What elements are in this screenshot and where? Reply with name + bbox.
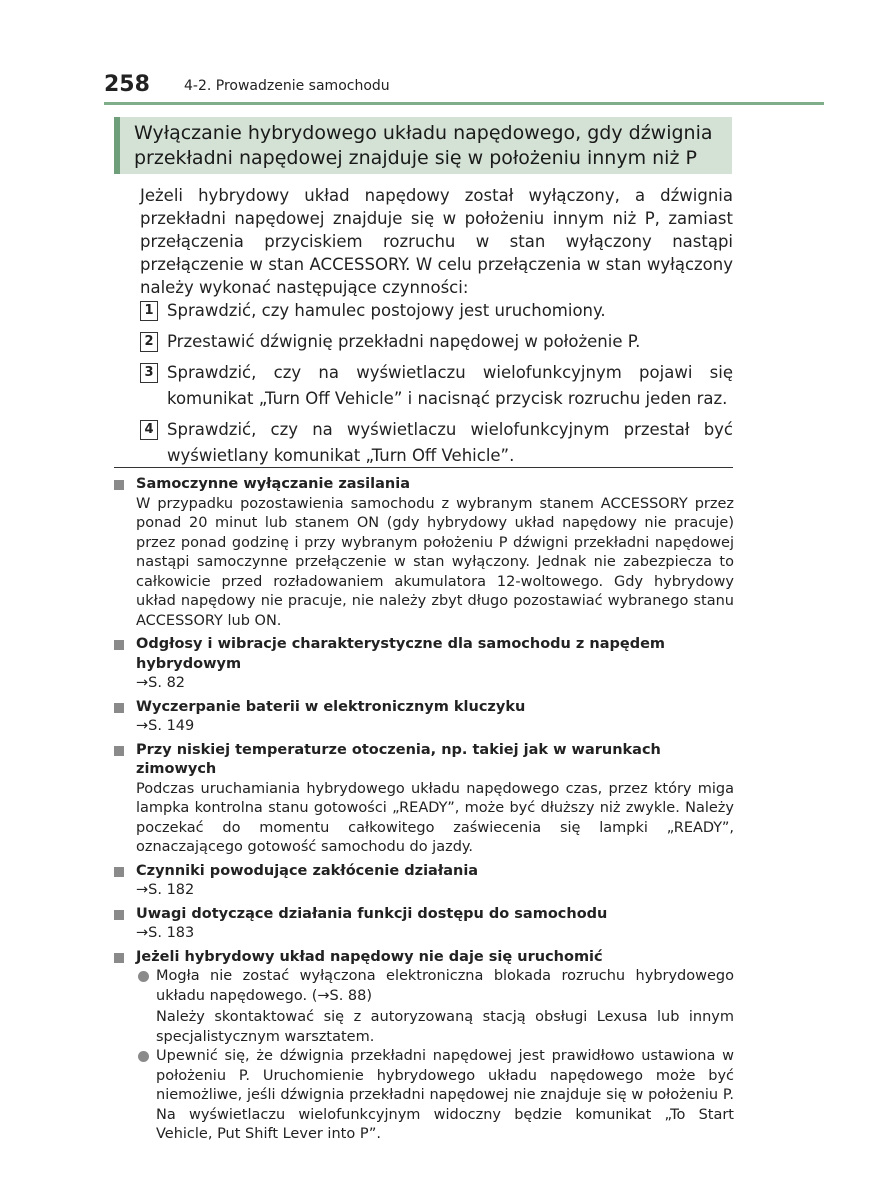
title-box (114, 117, 732, 174)
step-item (140, 417, 733, 469)
note-block (114, 635, 734, 694)
note-heading (114, 475, 734, 495)
section-title: 4-2. Prowadzenie samochodu (184, 78, 390, 94)
round-bullet-icon (138, 971, 149, 982)
square-bullet-icon (114, 867, 124, 877)
square-bullet-icon (114, 910, 124, 920)
steps-list (140, 298, 733, 474)
note-heading (114, 741, 734, 780)
note-block (114, 475, 734, 631)
round-bullet-icon (138, 1051, 149, 1062)
note-heading-text: Odgłosy i wibracje charakterystyczne dla samochodu z napędem hybrydowym (136, 636, 666, 672)
square-bullet-icon (114, 953, 124, 963)
step-text: Sprawdzić, czy hamulec postojowy jest uruchomiony. (167, 301, 606, 320)
bullet-extra-text: Należy skontaktować się z autoryzowaną stacją obsługi Lexusa lub innym specjalistycznym warsztatem. (156, 1009, 734, 1045)
note-block (114, 905, 734, 944)
square-bullet-icon (114, 746, 124, 756)
note-heading (114, 905, 734, 925)
step-number: 3 (140, 363, 158, 383)
bullet-item (114, 967, 734, 1006)
page-reference: →S. 82 (136, 675, 186, 691)
intro-paragraph: Jeżeli hybrydowy układ napędowy został wyłączony, a dźwignia przekładni napędowej znajduje się w położeniu innym niż P, zamiast przełączenia przyciskiem rozruchu w stan wyłączony nastąpi przełączenie w stan ACCESSORY. W celu przełączenia w stan wyłączony należy wykonać następujące czynności: (140, 186, 733, 297)
page-number: 258 (104, 72, 150, 97)
note-heading-text: Wyczerpanie baterii w elektronicznym kluczyku (136, 698, 526, 715)
step-item (140, 329, 733, 355)
square-bullet-icon (114, 640, 124, 650)
step-item (140, 360, 733, 412)
note-heading (114, 948, 734, 968)
bullet-item (114, 1047, 734, 1145)
note-heading (114, 698, 734, 718)
note-block (114, 862, 734, 901)
section-divider (114, 467, 733, 468)
note-block (114, 948, 734, 1145)
notes-section (114, 475, 734, 1149)
page-reference: →S. 182 (136, 882, 195, 898)
square-bullet-icon (114, 703, 124, 713)
step-number: 4 (140, 420, 158, 440)
note-heading-text: Przy niskiej temperaturze otoczenia, np. takiej jak w warunkach zimowych (136, 741, 661, 777)
page-header (104, 72, 824, 102)
note-heading-text: Czynniki powodujące zakłócenie działania (136, 862, 479, 879)
note-heading (114, 862, 734, 882)
page-title: Wyłączanie hybrydowego układu napędowego, gdy dźwignia przekładni napędowej znajduje się w położeniu innym niż P (134, 122, 713, 169)
note-heading-text: Samoczynne wyłączanie zasilania (136, 476, 410, 492)
square-bullet-icon (114, 480, 124, 490)
header-rule (104, 102, 824, 105)
step-text: Sprawdzić, czy na wyświetlaczu wielofunkcyjnym pojawi się komunikat „Turn Off Vehicle” i nacisnąć przycisk rozruchu jeden raz. (167, 363, 733, 408)
note-heading-text: Jeżeli hybrydowy układ napędowy nie daje się uruchomić (136, 948, 603, 965)
note-body: W przypadku pozostawienia samochodu z wybranym stanem ACCESSORY przez ponad 20 minut lub stanem ON (gdy hybrydowy układ napędowy nie pracuje) przez ponad godzinę i przy wybranym położeniu P dźwigni przekładni napędowej nastąpi samoczynne przełączenie w stan wyłączony. Jednak nie zabezpiecza to całkowicie przed rozładowaniem akumulatora 12-woltowego. Gdy hybrydowy układ napędowy nie pracuje, nie należy zbyt długo pozostawiać wybranego stanu ACCESSORY lub ON. (136, 495, 734, 629)
step-text: Sprawdzić, czy na wyświetlaczu wielofunkcyjnym przestał być wyświetlany komunikat „Turn Off Vehicle”. (167, 420, 733, 465)
page-reference: →S. 149 (136, 718, 195, 734)
note-block (114, 741, 734, 858)
step-number: 1 (140, 301, 158, 321)
note-body: Podczas uruchamiania hybrydowego układu napędowego czas, przez który miga lampka kontrolna stanu gotowości „READY”, może być dłuższy niż zwykle. Należy poczekać do momentu całkowitego zaświecenia się lampki „READY”, oznaczającego gotowość samochodu do jazdy. (136, 780, 734, 855)
page-reference: →S. 183 (136, 925, 195, 941)
step-item (140, 298, 733, 324)
step-text: Przestawić dźwignię przekładni napędowej w położenie P. (167, 332, 641, 351)
note-block (114, 698, 734, 737)
step-number: 2 (140, 332, 158, 352)
note-heading (114, 635, 734, 674)
bullet-text: Mogła nie zostać wyłączona elektroniczna blokada rozruchu hybrydowego układu napędowego. (→S. 88) (156, 968, 734, 1004)
bullet-text: Upewnić się, że dźwignia przekładni napędowej jest prawidłowo ustawiona w położeniu P. Uruchomienie hybrydowego układu napędowego może być niemożliwe, jeśli dźwignia przekładni napędowej nie znajduje się w położeniu P. Na wyświetlaczu wielofunkcyjnym widoczny będzie komunikat „To Start Vehicle, Put Shift Lever into P”. (156, 1048, 734, 1142)
note-heading-text: Uwagi dotyczące działania funkcji dostępu do samochodu (136, 905, 608, 922)
